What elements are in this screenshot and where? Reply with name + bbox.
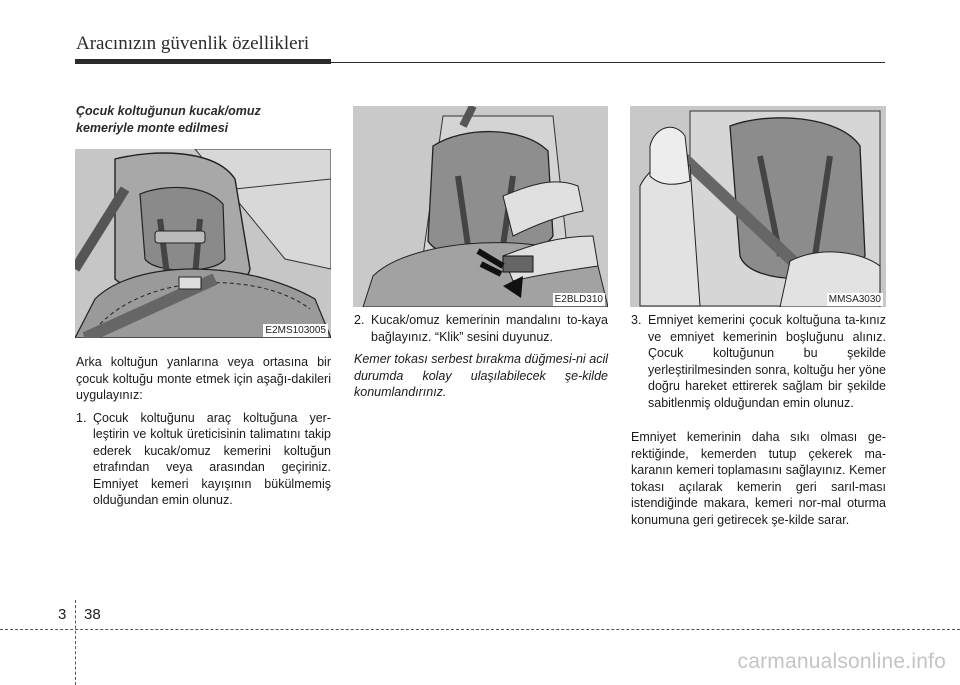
buckle-latching-illustration <box>353 106 608 307</box>
figure-child-seat-rear <box>75 149 331 338</box>
step-3 <box>631 312 886 411</box>
footer-page-number: 38 <box>84 606 101 623</box>
section-subtitle-line2: kemeriyle monte edilmesi <box>76 121 229 135</box>
header-rule-thin <box>331 62 885 63</box>
figure-buckle-latch <box>353 106 608 307</box>
column-1-text <box>76 354 331 509</box>
intro-paragraph: Arka koltuğun yanlarına veya ortasına bir çocuk koltuğu monte etmek için aşağı-dakileri uygulayınız: <box>76 355 331 402</box>
step-number: 1. <box>76 410 87 425</box>
figure-belt-tighten <box>630 106 886 307</box>
figure-code: MMSA3030 <box>828 294 881 305</box>
column-2-text <box>354 312 608 401</box>
footer-section-number: 3 <box>58 606 67 623</box>
step-text: Çocuk koltuğunu araç koltuğuna yer-leştirin ve koltuk üreticisinin talimatını takip ederek kucak/omuz kemerini koltuğun etrafından veya arasından geçiriniz. Emniyet kemeri kayışının bükülmemiş olduğundan emin olunuz. <box>93 410 331 507</box>
step-text: Emniyet kemerini çocuk koltuğuna ta-kınız ve emniyet kemerinin boşluğunu alınız. Çocuk koltuğunun bu şekilde yerleştirilmesinden sonra, koltuğu her yöne doğru hareket ettirerek sağlam bir şekilde sabitlenmiş olduğundan emin olunuz. <box>648 313 886 410</box>
figure-code: E2BLD310 <box>554 294 603 305</box>
note-paragraph: Kemer tokası serbest bırakma düğmesi-ni acil durumda kolay ulaşılabilecek şe-kilde konumlandırınız. <box>354 352 608 399</box>
footer-dashed-divider <box>75 600 76 685</box>
step-number: 3. <box>631 313 642 327</box>
closing-paragraph: Emniyet kemerinin daha sıkı olması ge-rektiğinde, kemerden tutup çekerek ma-karanın kemeri toplamasını sağlayınız. Kemer tokası açılarak kemerin geri sarıl-ması istendiğinde makara, kemeri nor-mal oturma konumuna geri getirecek şe-kilde sarar. <box>631 430 886 527</box>
belt-tightening-illustration <box>630 106 886 307</box>
figure-code: E2MS103005 <box>265 325 326 336</box>
step-1 <box>76 410 331 509</box>
step-text: Kucak/omuz kemerinin mandalını to-kaya bağlayınız. “Klik” sesini duyunuz. <box>371 313 608 344</box>
page-header-title: Aracınızın güvenlik özellikleri <box>76 33 310 54</box>
section-subtitle-line1: Çocuk koltuğunun kucak/omuz <box>76 104 261 118</box>
column-3-text <box>631 312 886 528</box>
footer-dashed-rule <box>0 629 960 630</box>
child-seat-in-rear-seat-illustration <box>75 149 331 338</box>
step-number: 2. <box>354 313 365 327</box>
watermark: carmanualsonline.info <box>737 650 946 673</box>
section-subtitle <box>76 103 336 137</box>
header-rule-thick <box>75 59 331 64</box>
step-2 <box>354 312 608 345</box>
